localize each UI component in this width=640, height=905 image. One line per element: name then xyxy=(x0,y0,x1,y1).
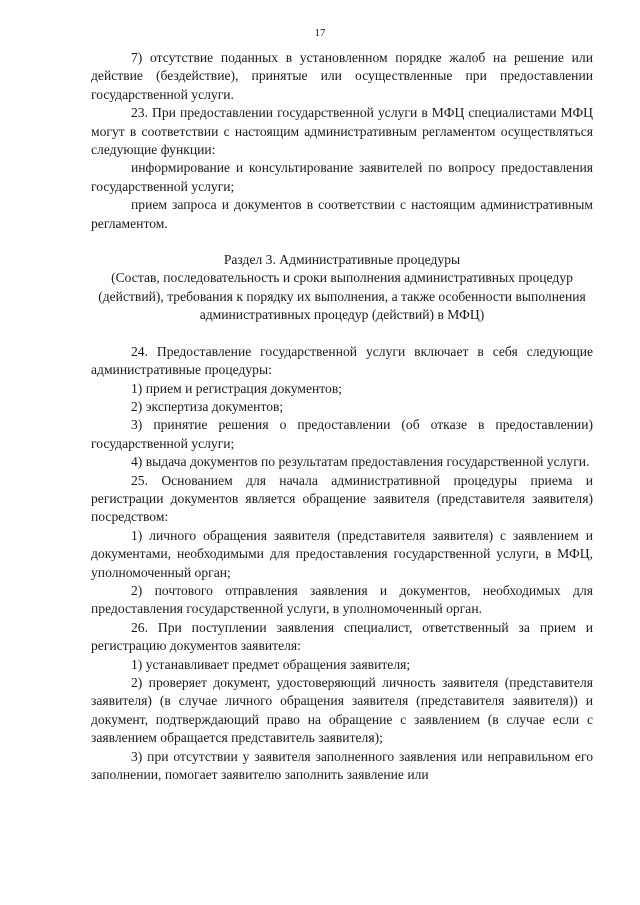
list-item: 1) личного обращения заявителя (представителя заявителя) с заявлением и документами, необходимыми для предоставления государственной услуги, в МФЦ, уполномоченный орган; xyxy=(91,527,593,580)
paragraph: 23. При предоставлении государственной услуги в МФЦ специалистами МФЦ могут в соответствии с настоящим административным регламентом осуществляться следующие функции: xyxy=(91,105,593,158)
list-item: 3) принятие решения о предоставлении (об отказе в предоставлении) государственной услуги; xyxy=(91,417,593,451)
list-item: 2) почтового отправления заявления и документов, необходимых для предоставления государственной услуги, в уполномоченный орган. xyxy=(91,582,593,617)
page-body xyxy=(91,49,593,784)
list-item: 3) при отсутствии у заявителя заполненного заявления или неправильном его заполнении, помогает заявителю заполнить заявление или xyxy=(91,748,593,783)
paragraph: 24. Предоставление государственной услуги включает в себя следующие административные процедуры: xyxy=(91,343,593,378)
paragraph: 25. Основанием для начала административной процедуры приема и регистрации документов является обращение заявителя (представителя заявителя) посредством: xyxy=(91,472,593,525)
paragraph: 7) отсутствие поданных в установленном порядке жалоб на решение или действие (бездействие), принятые или осуществленные при предоставлении государственной услуги. xyxy=(91,50,593,102)
paragraph: прием запроса и документов в соответствии с настоящим административным регламентом. xyxy=(91,197,593,231)
paragraph: информирование и консультирование заявителей по вопросу предоставления государственной услуги; xyxy=(91,160,593,194)
section-subtitle: (Состав, последовательность и сроки выполнения административных процедур (действий), требования к порядку их выполнения, а также особенности выполнения административных процедур (действий) в МФЦ) xyxy=(98,270,586,323)
paragraph: 26. При поступлении заявления специалист, ответственный за прием и регистрацию документов заявителя: xyxy=(91,619,593,654)
page-number: 17 xyxy=(314,27,326,39)
list-item: 1) прием и регистрация документов; xyxy=(131,380,343,396)
section-title: Раздел 3. Административные процедуры xyxy=(223,252,461,268)
list-item: 2) экспертиза документов; xyxy=(131,398,284,414)
section-heading xyxy=(91,251,593,325)
list-item: 2) проверяет документ, удостоверяющий личность заявителя (представителя заявителя) (в случае личного обращения заявителя (представителя заявителя)) и документ, подтверждающий право на обращение с заявлением (в случае если с заявлением обращается представитель заявителя); xyxy=(91,675,593,746)
list-item: 4) выдача документов по результатам предоставления государственной услуги. xyxy=(131,454,590,470)
list-item: 1) устанавливает предмет обращения заявителя; xyxy=(131,656,411,672)
